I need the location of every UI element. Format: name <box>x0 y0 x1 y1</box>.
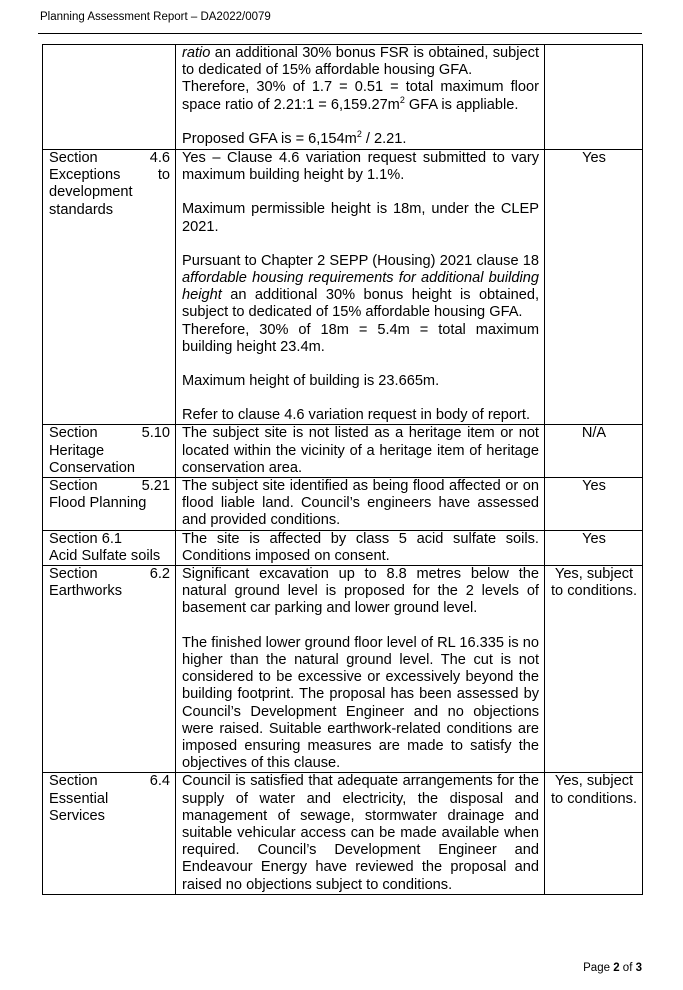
clause-line: Earthworks <box>49 583 122 600</box>
assessment-cell <box>176 45 545 150</box>
text-run: Section <box>49 566 98 583</box>
text-run: / 2.21. <box>361 130 407 147</box>
clause-cell <box>43 45 176 150</box>
clause-line: Heritage <box>49 442 105 459</box>
table-row <box>43 45 643 150</box>
text-run: 6.2 <box>149 566 170 583</box>
clause-cell <box>43 150 176 425</box>
report-header: Planning Assessment Report – DA2022/0079 <box>40 11 271 23</box>
compliance-cell: Yes, subject to conditions. <box>545 773 643 894</box>
compliance-cell: Yes <box>545 478 643 531</box>
header-divider <box>38 33 642 34</box>
table-row <box>43 150 643 425</box>
text-run: Section <box>49 425 98 442</box>
compliance-cell: Yes <box>545 150 643 425</box>
text-run: 4.6 <box>149 150 170 167</box>
text-run: 5.21 <box>141 478 170 495</box>
text-run: Page <box>583 962 614 974</box>
clause-cell <box>43 773 176 894</box>
compliance-cell: N/A <box>545 425 643 478</box>
italic-text: affordable housing requirements for additional building height <box>182 270 539 304</box>
total-pages: 3 <box>635 962 642 974</box>
assessment-paragraph <box>182 128 539 148</box>
assessment-paragraph <box>182 45 539 79</box>
table-row <box>43 478 643 531</box>
clause-line: Acid Sulfate soils <box>49 547 161 564</box>
text-run: Exceptions <box>49 167 121 184</box>
clause-heading <box>49 478 170 495</box>
text-run: 5.10 <box>141 425 170 442</box>
text-run: Proposed GFA is = 6,154m <box>182 130 357 147</box>
compliance-cell: Yes, subject to conditions. <box>545 566 643 773</box>
assessment-paragraph: Maximum height of building is 23.665m. <box>182 373 440 390</box>
clause-line: Conservation <box>49 459 135 476</box>
current-page: 2 <box>613 962 620 974</box>
superscript: 2 <box>399 94 405 105</box>
text-run: Therefore, 30% of 1.7 = 0.51 = total maximum floor space ratio of 2.21:1 = 6,159.27m <box>182 79 539 113</box>
table-row <box>43 530 643 565</box>
clause-cell <box>43 478 176 531</box>
clause-line: standards <box>49 201 114 218</box>
clause-line: Services <box>49 807 105 824</box>
superscript: 2 <box>356 128 362 139</box>
clause-line <box>49 167 170 184</box>
assessment-paragraph: Therefore, 30% of 18m = 5.4m = total maximum building height 23.4m. <box>182 321 539 355</box>
clause-cell <box>43 425 176 478</box>
assessment-paragraph <box>182 253 539 322</box>
assessment-paragraph <box>182 79 539 113</box>
clause-line: Flood Planning <box>49 495 147 512</box>
clause-heading <box>49 773 170 790</box>
text-run: Section <box>49 773 98 790</box>
table-row <box>43 566 643 773</box>
text-run: Pursuant to Chapter 2 SEPP (Housing) 2021 clause 18 <box>182 252 539 269</box>
clause-cell <box>43 530 176 565</box>
text-run: 6.4 <box>149 773 170 790</box>
text-run: of <box>619 962 636 974</box>
text-run: GFA is appliable. <box>404 96 519 113</box>
assessment-cell: The subject site is not listed as a heritage item or not located within the vicinity of a heritage item of heritage conservation area. <box>176 425 545 478</box>
compliance-cell <box>545 45 643 150</box>
assessment-cell: The site is affected by class 5 acid sulfate soils. Conditions imposed on consent. <box>176 530 545 565</box>
assessment-paragraph: Significant excavation up to 8.8 metres below the natural ground level is proposed for the 2 levels of basement car parking and lower ground level. <box>182 566 539 617</box>
assessment-cell: Council is satisfied that adequate arrangements for the supply of water and electricity, the disposal and management of sewage, stormwater drainage and suitable vehicular access can be made available when required. Council’s Development Engineer and Endeavour Energy have reviewed the proposal and raised no objections subject to conditions. <box>176 773 545 894</box>
clause-heading <box>49 150 170 167</box>
clause-cell <box>43 566 176 773</box>
table-row <box>43 425 643 478</box>
clause-heading: Section 6.1 <box>49 530 123 547</box>
clause-heading <box>49 566 170 583</box>
compliance-cell: Yes <box>545 530 643 565</box>
assessment-paragraph: Yes – Clause 4.6 variation request submitted to vary maximum building height by 1.1%. <box>182 150 539 184</box>
clause-line: Essential <box>49 790 109 807</box>
clause-line: development <box>49 184 133 201</box>
assessment-paragraph: Refer to clause 4.6 variation request in body of report. <box>182 407 531 424</box>
text-run: an additional 30% bonus height is obtained, subject to dedicated of 15% affordable housing GFA. <box>182 287 539 321</box>
assessment-cell: The subject site identified as being flood affected or on flood liable land. Council’s engineers have assessed and provided conditions. <box>176 478 545 531</box>
compliance-table <box>42 44 643 895</box>
text-run: Section <box>49 150 98 167</box>
assessment-paragraph: The finished lower ground floor level of RL 16.335 is no higher than the natural ground level. The cut is not considered to be excessive or excessively beyond the building footprint. The proposal has been assessed by Council’s Development Engineer and no objections were raised. Suitable earthwork-related conditions are imposed ensuring measures are made to satisfy the objectives of this clause. <box>182 634 539 772</box>
page-number <box>583 962 642 974</box>
text-run: an additional 30% bonus FSR is obtained, subject to dedicated of 15% affordable housing GFA. <box>182 45 539 79</box>
text-run: Section <box>49 478 98 495</box>
assessment-cell <box>176 150 545 425</box>
assessment-cell <box>176 566 545 773</box>
text-run: to <box>157 167 170 184</box>
table-row <box>43 773 643 894</box>
italic-text: ratio <box>182 45 211 61</box>
assessment-paragraph: Maximum permissible height is 18m, under the CLEP 2021. <box>182 201 539 235</box>
clause-heading <box>49 425 170 442</box>
